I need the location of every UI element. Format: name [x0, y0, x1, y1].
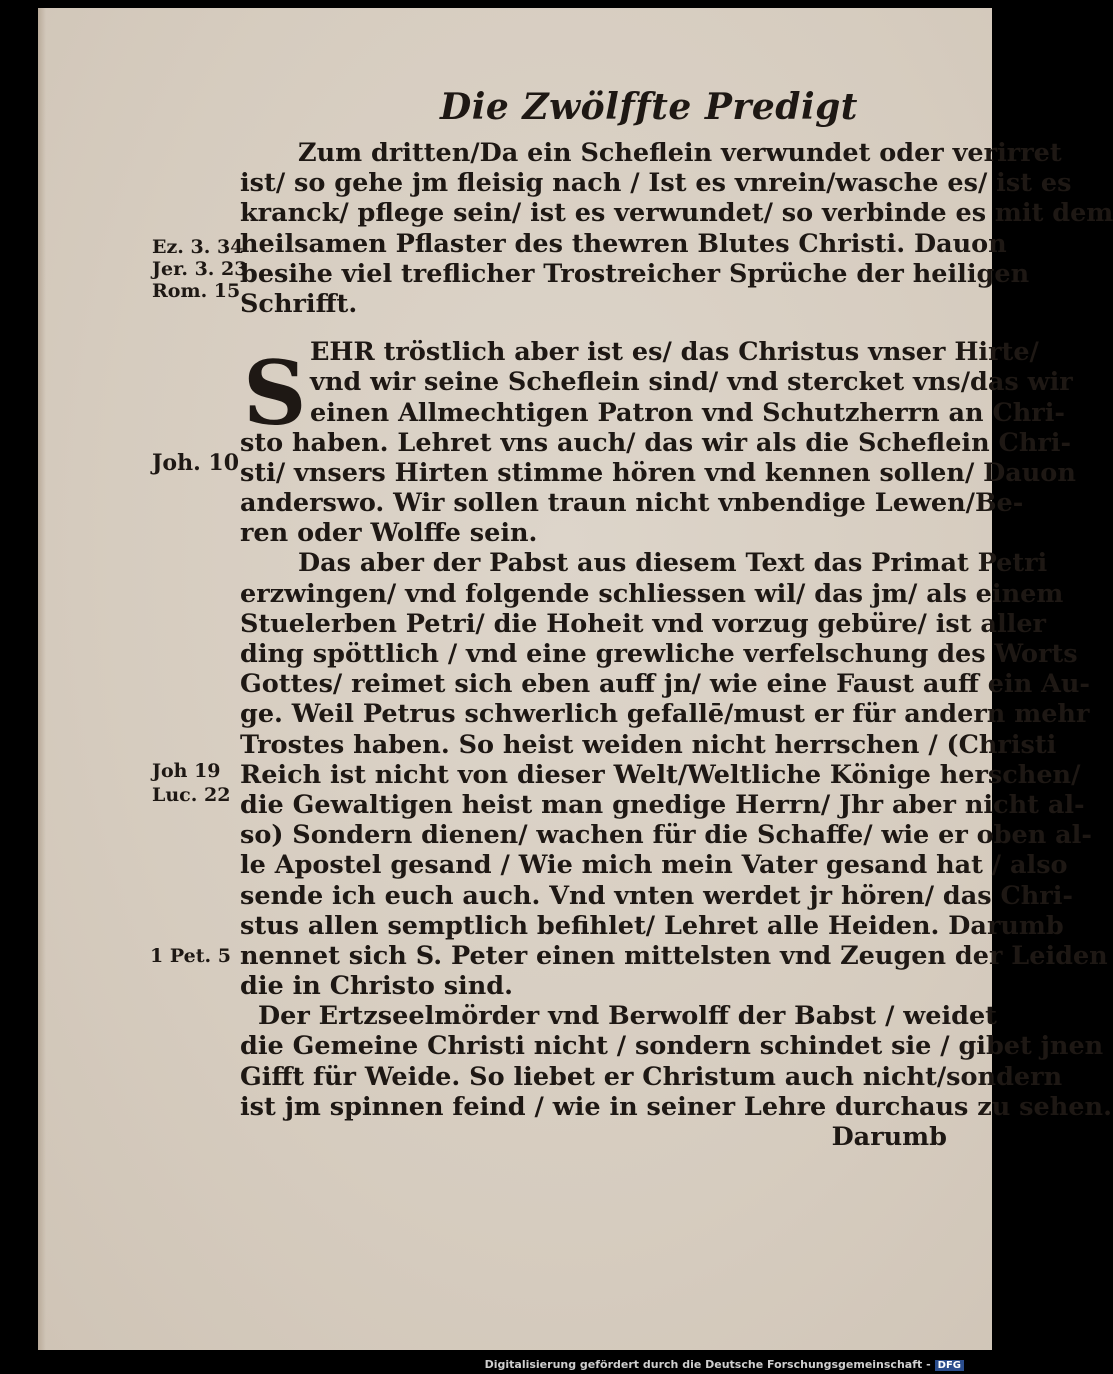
text-line: einen Allmechtigen Patron vnd Schutzherrn an Chri- — [310, 397, 1065, 428]
text-line: sende ich euch auch. Vnd vnten werdet jr hören/ das Chri- — [240, 880, 1074, 911]
text-line: Stuelerben Petri/ die Hoheit vnd vorzug gebüre/ ist aller — [240, 608, 1046, 639]
text-line: die in Christo sind. — [240, 971, 513, 1002]
page-header: Die Zwölffte Predigt — [440, 86, 858, 128]
text-body — [240, 138, 1113, 1152]
text-line: heilsamen Pflaster des thewren Blutes Christi. Dauon — [240, 228, 1007, 259]
text-line: sti/ vnsers Hirten stimme hören vnd kennen sollen/ Dauon — [240, 457, 1076, 488]
catchword: Darumb — [831, 1122, 947, 1152]
text-line: ren oder Wolffe sein. — [240, 518, 538, 549]
text-line: so) Sondern dienen/ wachen für die Schaffe/ wie er oben al- — [240, 820, 1092, 851]
text-line: stus allen semptlich befihlet/ Lehret alle Heiden. Darumb — [240, 910, 1064, 941]
text-line: kranck/ pflege sein/ ist es verwundet/ so verbinde es mit dem — [240, 198, 1113, 229]
page-binding-shadow — [38, 8, 46, 1350]
text-line: ding spöttlich / vnd eine grewliche verfelschung des Worts — [240, 639, 1078, 669]
text-line: besihe viel treflicher Trostreicher Sprüche der heiligen — [240, 258, 1030, 289]
text-line: Schrifft. — [240, 288, 358, 319]
margin-note: Rom. 15 — [152, 280, 241, 302]
text-line: Reich ist nicht von dieser Welt/Weltliche Könige herschen/ — [240, 759, 1081, 790]
text-line: Gifft für Weide. So liebet er Christum auch nicht/sondern — [240, 1061, 1063, 1092]
margin-note: Luc. 22 — [152, 784, 231, 806]
text-line: Das aber der Pabst aus diesem Text das Primat Petri — [298, 548, 1048, 579]
text-line: le Apostel gesand / Wie mich mein Vater gesand hat / also — [240, 850, 1068, 881]
text-line: Der Ertzseelmörder vnd Berwolff der Babst / weidet — [258, 1001, 997, 1032]
footer-text: Digitalisierung gefördert durch die Deutsche Forschungsgemeinschaft - — [484, 1358, 931, 1371]
dfg-logo: DFG — [935, 1360, 964, 1371]
margin-note: Jer. 3. 23 — [152, 258, 248, 280]
text-line: anderswo. Wir sollen traun nicht vnbendige Lewen/Be- — [240, 488, 1024, 519]
text-line: vnd wir seine Scheflein sind/ vnd stercket vns/das wir — [310, 367, 1073, 398]
text-line: erzwingen/ vnd folgende schliessen wil/ das jm/ als einem — [240, 578, 1064, 609]
text-line: EHR tröstlich aber ist es/ das Christus vnser Hirte/ — [310, 337, 1039, 368]
text-line: die Gewaltigen heist man gnedige Herrn/ Jhr aber nicht al- — [240, 789, 1085, 820]
drop-cap-initial: S — [243, 341, 307, 445]
text-line: ge. Weil Petrus schwerlich gefallē/must er für andern mehr — [240, 699, 1090, 730]
text-line: Trostes haben. So heist weiden nicht herrschen / (Christi — [240, 729, 1057, 760]
text-line: Zum dritten/Da ein Scheflein verwundet oder verirret — [298, 138, 1062, 168]
text-line: ist/ so gehe jm fleisig nach / Ist es vnrein/wasche es/ ist es — [240, 168, 1072, 199]
footer-credit — [485, 1358, 964, 1371]
margin-note: Joh 19 — [152, 760, 221, 782]
text-line: Gottes/ reimet sich eben auff jn/ wie eine Faust auff ein Au- — [240, 669, 1091, 700]
paragraph-gap — [240, 319, 955, 337]
margin-note: 1 Pet. 5 — [150, 945, 231, 967]
text-line: die Gemeine Christi nicht / sondern schindet sie / gibet jnen — [240, 1031, 1104, 1062]
margin-note: Ez. 3. 34 — [152, 236, 244, 258]
margin-note: Joh. 10 — [152, 450, 240, 476]
text-line: ist jm spinnen feind / wie in seiner Lehre durchaus zu sehen. — [240, 1091, 1112, 1122]
text-line: sto haben. Lehret vns auch/ das wir als die Scheflein Chri- — [240, 427, 1072, 458]
text-line: nennet sich S. Peter einen mittelsten vnd Zeugen der Leiden — [240, 940, 1108, 971]
